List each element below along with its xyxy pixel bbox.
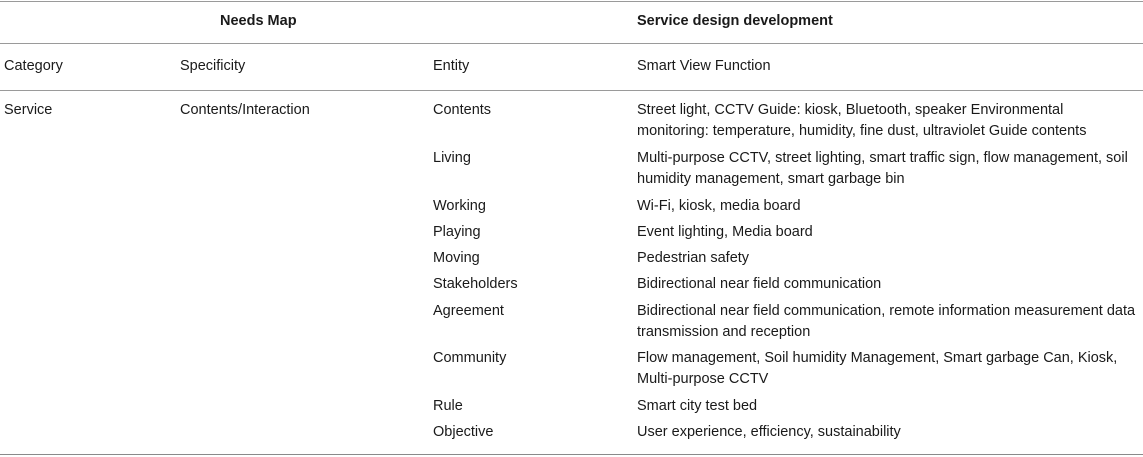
table-row-entity: Moving — [433, 250, 480, 266]
table-row-entity: Contents — [433, 102, 492, 118]
table-row-function: Pedestrian safety — [637, 250, 750, 266]
table-row-function: Street light, CCTV Guide: kiosk, Bluetooth, speaker Environmental monitoring: temperature, humidity, fine dust, ultraviolet Guide contents — [637, 102, 1087, 139]
subheader-category: Category — [4, 58, 63, 74]
table-row-entity: Playing — [433, 224, 481, 240]
table-row-function: Event lighting, Media board — [637, 224, 813, 240]
table-row-entity: Working — [433, 198, 486, 214]
table-row-entity: Objective — [433, 424, 494, 440]
table-bottom-rule — [0, 454, 1143, 455]
table-row-function: Multi-purpose CCTV, street lighting, smart traffic sign, flow management, soil humidity management, smart garbage bin — [637, 150, 1128, 187]
subheader-specificity: Specificity — [180, 58, 246, 74]
table-row-function: Smart city test bed — [637, 398, 758, 414]
subheader-rule — [0, 90, 1143, 91]
table-row-function: Bidirectional near field communication — [637, 276, 882, 292]
subheader-smart-view-function: Smart View Function — [637, 58, 771, 74]
table-row-function: Bidirectional near field communication, remote information measurement data transmission and reception — [637, 303, 1136, 340]
service-specificity: Contents/Interaction — [180, 102, 310, 118]
table-row-function: Flow management, Soil humidity Management, Smart garbage Can, Kiosk, Multi-purpose CCTV — [637, 350, 1118, 387]
table-row-function: User experience, efficiency, sustainability — [637, 424, 901, 440]
table-row-entity: Stakeholders — [433, 276, 518, 292]
table-row-entity: Living — [433, 150, 471, 166]
header-service-design: Service design development — [637, 13, 833, 29]
subheader-entity: Entity — [433, 58, 470, 74]
header-rule — [0, 43, 1143, 44]
service-category: Service — [4, 102, 53, 118]
table-top-rule — [0, 1, 1143, 2]
table-row-entity: Agreement — [433, 303, 504, 319]
table-row-function: Wi-Fi, kiosk, media board — [637, 198, 801, 214]
table-row-entity: Rule — [433, 398, 463, 414]
header-needs-map: Needs Map — [220, 13, 297, 29]
table-row-entity: Community — [433, 350, 507, 366]
